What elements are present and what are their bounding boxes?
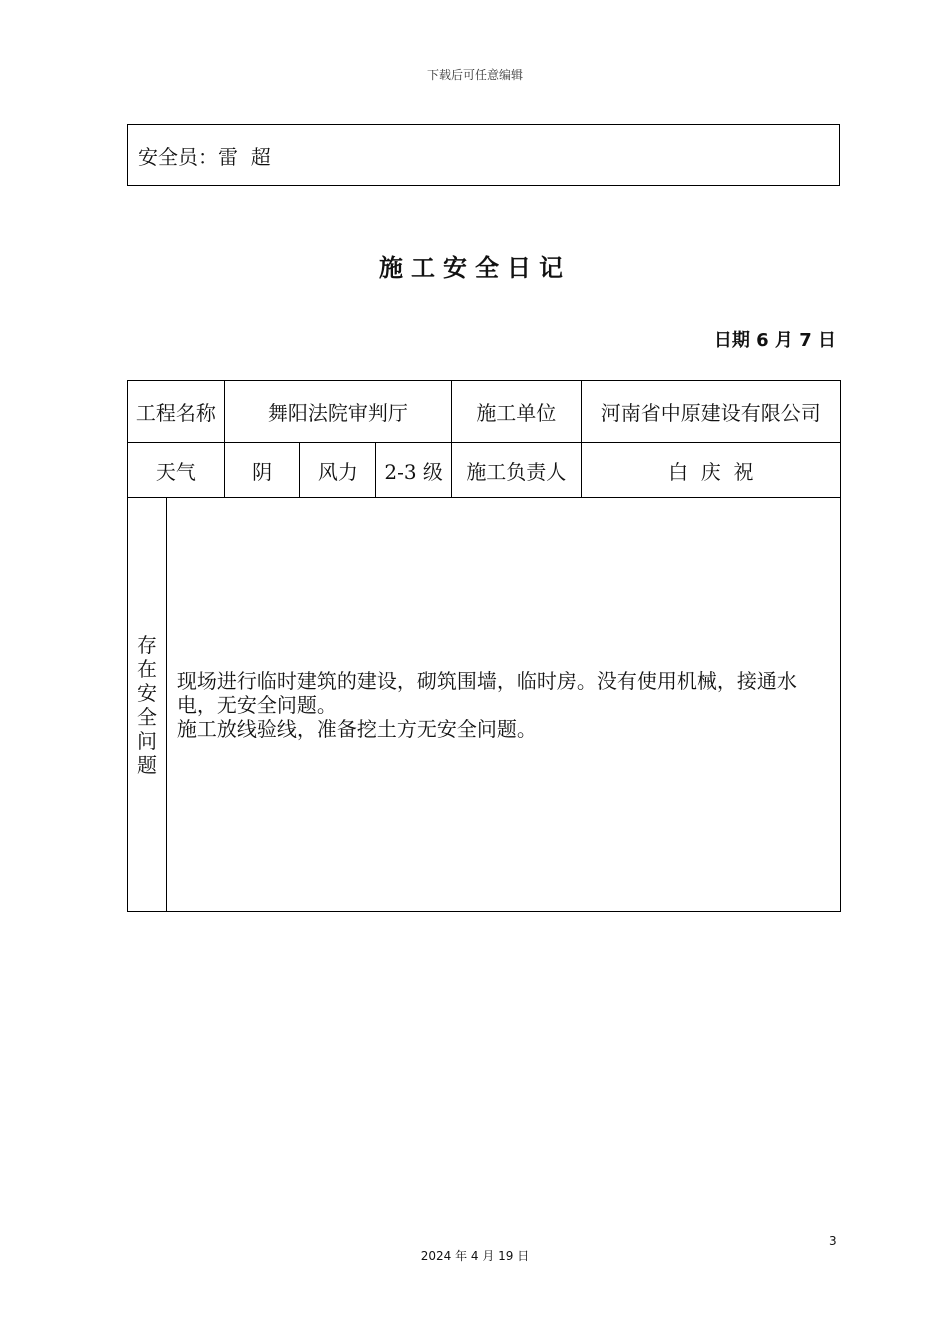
construction-unit-label: 施工单位	[452, 381, 582, 443]
label-char: 全	[136, 704, 157, 729]
header-note: 下载后可任意编辑	[426, 68, 523, 82]
issue-paragraph: 施工放线验线，准备挖土方无安全问题。	[176, 716, 537, 741]
project-name-label: 工程名称	[128, 381, 225, 443]
label-char: 题	[136, 752, 157, 777]
manager-label: 施工负责人	[452, 443, 582, 498]
footer-date: 2024 年 4 月 19 日	[420, 1249, 530, 1263]
diary-date: 日期 6 月 7 日	[713, 330, 836, 351]
table-row	[128, 443, 841, 498]
label-char: 存	[136, 632, 157, 657]
label-char: 安	[136, 680, 157, 705]
weather-value: 阴	[224, 443, 300, 498]
page-number: 3	[829, 1234, 837, 1248]
safety-officer-text: 安全员：雷 超	[138, 144, 271, 169]
table-row	[128, 498, 841, 912]
diary-table	[127, 380, 841, 912]
weather-label: 天气	[128, 443, 225, 498]
safety-officer-box	[127, 124, 840, 186]
construction-unit-value: 河南省中原建设有限公司	[581, 381, 840, 443]
page-title: 施工安全日记	[379, 254, 571, 282]
label-char: 问	[136, 728, 157, 753]
table-row	[128, 381, 841, 443]
project-name-value: 舞阳法院审判厅	[224, 381, 451, 443]
safety-issues-label	[128, 498, 167, 912]
wind-value: 2-3 级	[376, 443, 452, 498]
safety-issues-content	[166, 498, 840, 912]
wind-label: 风力	[300, 443, 376, 498]
label-char: 在	[136, 656, 157, 681]
manager-value: 白 庆 祝	[581, 443, 840, 498]
issue-paragraph: 现场进行临时建筑的建设，砌筑围墙，临时房。没有使用机械，接通水电，无安全问题。	[176, 668, 797, 717]
